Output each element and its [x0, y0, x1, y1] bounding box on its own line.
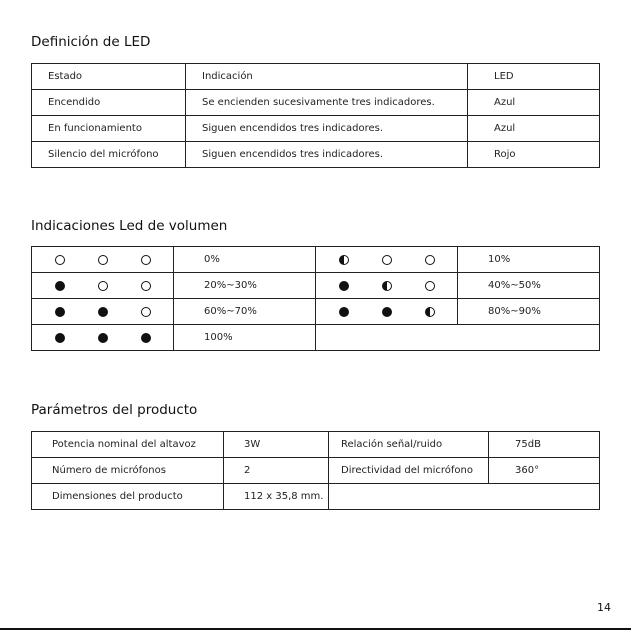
led-indicator-cell — [32, 247, 174, 273]
volume-label: 60%~70% — [174, 299, 316, 325]
cell-estado: En funcionamiento — [32, 116, 186, 142]
param-label: Directividad del micrófono — [329, 458, 489, 484]
bottom-rule — [0, 628, 631, 630]
led-indicator-group — [32, 281, 173, 291]
led-off-icon — [425, 281, 435, 291]
table-row — [32, 90, 600, 116]
led-definition-table — [31, 63, 600, 168]
param-label: Dimensiones del producto — [32, 484, 224, 510]
page-number: 14 — [597, 601, 611, 614]
header-indicacion: Indicación — [186, 64, 468, 90]
led-indicator-group — [316, 307, 457, 317]
led-on-icon — [55, 307, 65, 317]
volume-label: 40%~50% — [458, 273, 600, 299]
param-value: 2 — [224, 458, 329, 484]
led-on-icon — [55, 281, 65, 291]
led-off-icon — [141, 281, 151, 291]
led-off-icon — [382, 255, 392, 265]
table-row — [32, 458, 600, 484]
led-indicator-cell — [316, 299, 458, 325]
table-row — [32, 142, 600, 168]
empty-cell — [329, 484, 600, 510]
volume-label: 0% — [174, 247, 316, 273]
cell-led: Rojo — [468, 142, 600, 168]
header-led: LED — [468, 64, 600, 90]
table-row — [32, 116, 600, 142]
led-on-icon — [98, 333, 108, 343]
led-indicator-cell — [316, 273, 458, 299]
led-indicator-group — [32, 333, 173, 343]
empty-cell — [316, 325, 600, 351]
product-params-title: Parámetros del producto — [31, 402, 198, 418]
cell-led: Azul — [468, 90, 600, 116]
table-row — [32, 432, 600, 458]
table-row — [32, 325, 600, 351]
led-on-icon — [55, 333, 65, 343]
led-indicator-group — [32, 255, 173, 265]
led-on-icon — [339, 281, 349, 291]
led-half-icon — [339, 255, 349, 265]
volume-label: 100% — [174, 325, 316, 351]
led-half-icon — [382, 281, 392, 291]
cell-led: Azul — [468, 116, 600, 142]
volume-label: 10% — [458, 247, 600, 273]
led-on-icon — [141, 333, 151, 343]
table-header-row — [32, 64, 600, 90]
table-row — [32, 299, 600, 325]
led-half-icon — [425, 307, 435, 317]
led-indicator-cell — [316, 247, 458, 273]
led-on-icon — [339, 307, 349, 317]
led-off-icon — [55, 255, 65, 265]
volume-led-table — [31, 246, 600, 351]
param-label: Número de micrófonos — [32, 458, 224, 484]
led-on-icon — [382, 307, 392, 317]
product-params-table — [31, 431, 600, 510]
param-value: 3W — [224, 432, 329, 458]
param-label: Potencia nominal del altavoz — [32, 432, 224, 458]
led-indicator-group — [316, 281, 457, 291]
led-indicator-group — [316, 255, 457, 265]
led-indicator-cell — [32, 273, 174, 299]
led-off-icon — [98, 281, 108, 291]
header-estado: Estado — [32, 64, 186, 90]
cell-indicacion: Se encienden sucesivamente tres indicadores. — [186, 90, 468, 116]
led-off-icon — [98, 255, 108, 265]
param-label: Relación señal/ruido — [329, 432, 489, 458]
cell-indicacion: Siguen encendidos tres indicadores. — [186, 116, 468, 142]
param-value: 75dB — [489, 432, 600, 458]
cell-estado: Encendido — [32, 90, 186, 116]
table-row — [32, 273, 600, 299]
led-off-icon — [141, 307, 151, 317]
led-definition-title: Definición de LED — [31, 34, 151, 50]
table-row — [32, 484, 600, 510]
led-off-icon — [141, 255, 151, 265]
volume-label: 20%~30% — [174, 273, 316, 299]
led-indicator-cell — [32, 299, 174, 325]
cell-estado: Silencio del micrófono — [32, 142, 186, 168]
cell-indicacion: Siguen encendidos tres indicadores. — [186, 142, 468, 168]
volume-label: 80%~90% — [458, 299, 600, 325]
led-indicator-cell — [32, 325, 174, 351]
volume-led-title: Indicaciones Led de volumen — [31, 218, 228, 234]
table-row — [32, 247, 600, 273]
led-indicator-group — [32, 307, 173, 317]
param-value: 112 x 35,8 mm. — [224, 484, 329, 510]
param-value: 360° — [489, 458, 600, 484]
led-on-icon — [98, 307, 108, 317]
led-off-icon — [425, 255, 435, 265]
